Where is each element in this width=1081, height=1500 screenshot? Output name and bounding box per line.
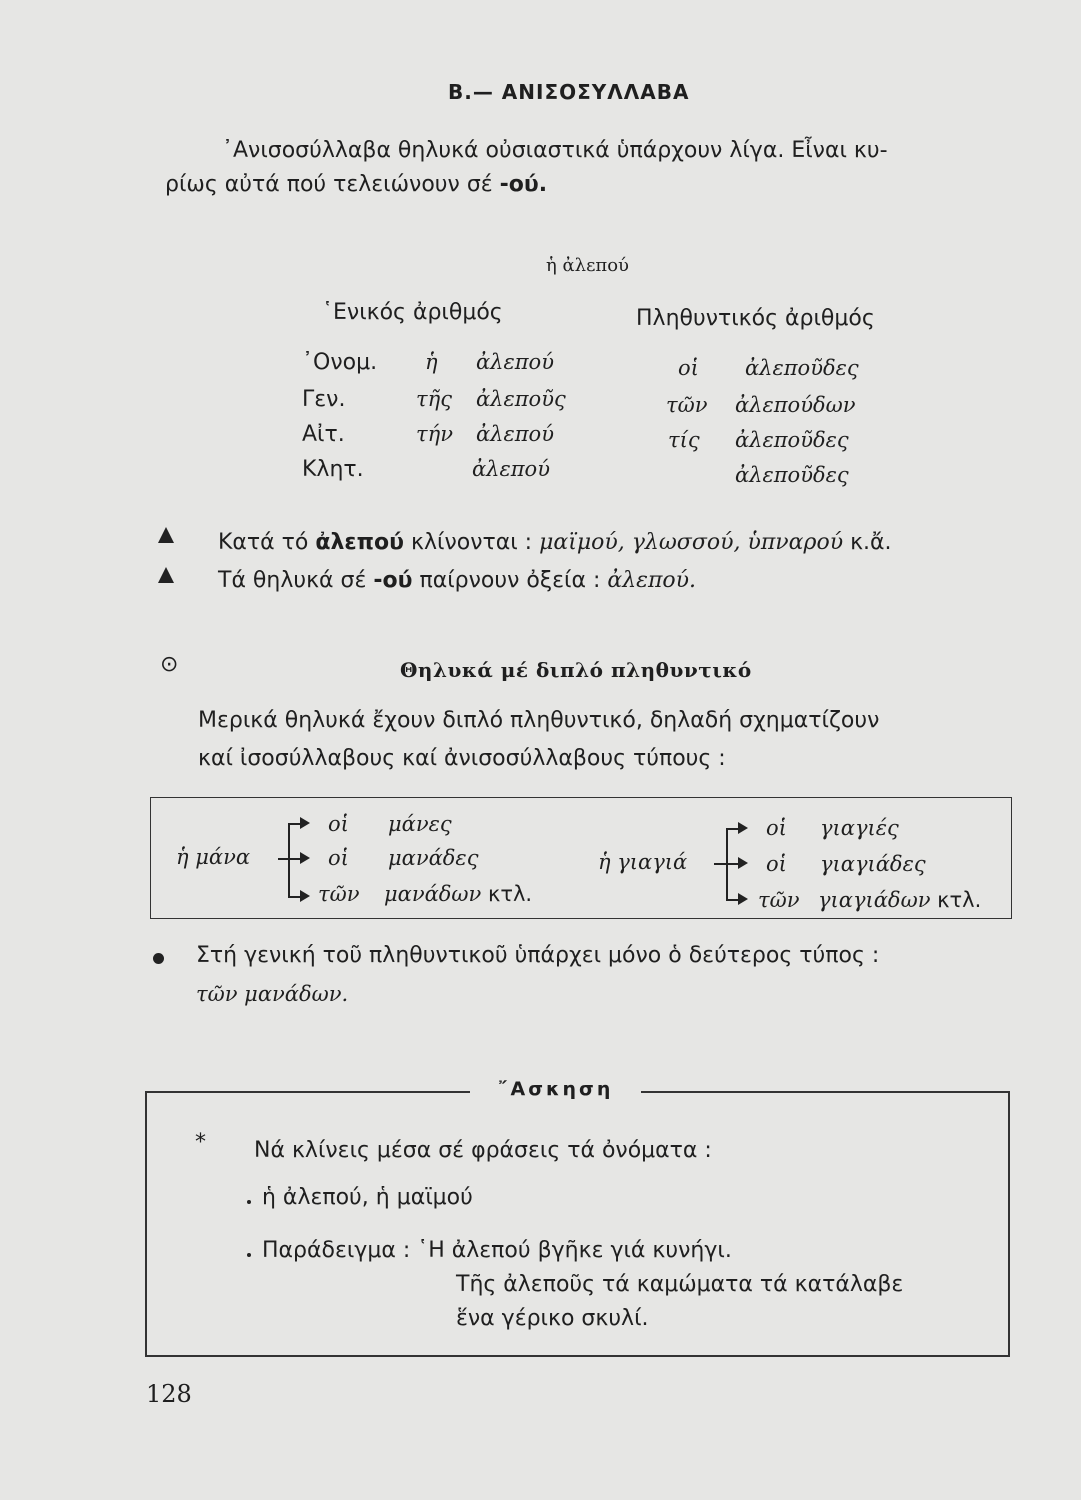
form-suffix: κτλ. [930, 888, 982, 912]
double-plural-line-1: Μερικά θηλυκά ἔχουν διπλό πληθυντικό, δηλαδή σχηματίζουν [198, 708, 880, 733]
arrow-right-icon [738, 822, 748, 834]
note-1-model: ἀλεπού [315, 530, 405, 555]
form-word: μανάδων [384, 882, 482, 906]
note-2-example: ἀλεπού. [607, 568, 697, 593]
bullet-note-line-2: τῶν μανάδων. [196, 982, 349, 1006]
form-word: γιαγιές [820, 816, 899, 840]
note-1 [218, 530, 892, 555]
form-article: τῶν [318, 882, 360, 906]
bullet-note-line-1: Στή γενική τοῦ πληθυντικοῦ ὑπάρχει μόνο ὁ δεύτερος τύπος : [196, 943, 880, 968]
paradigm-heading: ἡ ἀλεπού [546, 255, 630, 276]
form-word: γιαγιάδες [820, 852, 926, 876]
example-line-2: Τῆς ἀλεποῦς τά καμώματα τά κατάλαβε [456, 1272, 904, 1297]
sg-article: τῆς [416, 387, 452, 411]
note-2-ending: -ού [373, 568, 413, 593]
double-plural-line-2: καί ἰσοσύλλαβους καί ἀνισοσύλλαβους τύπους : [198, 746, 726, 771]
sg-form: ἀλεποῦς [476, 387, 566, 411]
form-word: μανάδες [388, 846, 479, 870]
dot-bullet-icon [153, 953, 164, 964]
sg-form: ἀλεπού [476, 422, 554, 446]
note-1-text: Κατά τό [218, 530, 316, 555]
star-icon: * [195, 1130, 206, 1155]
sg-article: ἡ [425, 350, 438, 374]
example-line-1 [262, 1238, 732, 1263]
bracket-arm [714, 863, 738, 865]
section-title: Β.— ΑΝΙΣΟΣΥΛΛΑΒΑ [448, 80, 690, 104]
intro-line-2-text: ρίως αὐτά πού τελειώνουν σέ [165, 172, 500, 197]
form-article: οἱ [328, 846, 349, 870]
intro-line-1: ᾿Ανισοσύλλαβα θηλυκά οὐσιαστικά ὑπάρχουν λίγα. Εἶναι κυ- [222, 138, 888, 163]
form-article: οἱ [766, 816, 787, 840]
form-word: μάνες [388, 812, 452, 836]
case-label: Αἰτ. [302, 422, 345, 447]
exercise-title: ῎Ασκηση [470, 1078, 641, 1100]
circle-dot-icon: ⊙ [160, 652, 179, 677]
bracket-arm [726, 899, 738, 901]
exercise-item: ἡ ἀλεπού, ἡ μαϊμού [262, 1185, 473, 1210]
note-1-end: κ.ἄ. [843, 530, 892, 555]
pl-form: ἀλεπούδων [735, 393, 856, 417]
case-label: Γεν. [302, 387, 346, 412]
case-label: ᾿Ονομ. [302, 350, 378, 375]
bracket-arm [288, 896, 300, 898]
pl-form: ἀλεποῦδες [735, 463, 849, 487]
pl-form: ἀλεποῦδες [745, 356, 859, 380]
pl-article: τίς [668, 428, 700, 452]
page-number: 128 [146, 1380, 192, 1408]
note-1-examples: μαϊμού, γλωσσού, ὑπναρού [539, 530, 844, 555]
subsection-title: Θηλυκά μέ διπλό πληθυντικό [400, 658, 752, 682]
exercise-instruction: Νά κλίνεις μέσα σέ φράσεις τά ὀνόματα : [254, 1138, 712, 1163]
left-base-word: ἡ μάνα [176, 845, 251, 869]
pl-article: οἱ [678, 356, 699, 380]
pl-form: ἀλεποῦδες [735, 428, 849, 452]
bracket-arm [288, 823, 300, 825]
case-label: Κλητ. [302, 457, 364, 482]
arrow-right-icon [300, 852, 310, 864]
form-suffix: κτλ. [481, 882, 533, 906]
example-line-3: ἕνα γέρικο σκυλί. [456, 1306, 649, 1331]
arrow-right-icon [300, 890, 310, 902]
form-word-with-suffix [384, 882, 532, 906]
note-2-text-mid: παίρνουν ὀξεία : [412, 568, 608, 593]
form-article: τῶν [758, 888, 800, 912]
bracket-arm [278, 858, 300, 860]
singular-label: ῾Ενικός ἀριθμός [322, 300, 503, 325]
small-dot-icon [247, 1200, 251, 1204]
triangle-bullet-icon [158, 527, 174, 543]
bracket-arm [726, 828, 738, 830]
example-sentence-1: ῾Η ἀλεπού βγῆκε γιά κυνήγι. [417, 1238, 732, 1263]
intro-ending: -ού. [499, 172, 548, 197]
arrow-right-icon [738, 857, 748, 869]
pl-article: τῶν [666, 393, 708, 417]
sg-article: τήν [416, 422, 453, 446]
note-2-text: Τά θηλυκά σέ [218, 568, 374, 593]
form-article: οἱ [766, 852, 787, 876]
form-word-with-suffix [818, 888, 981, 912]
small-dot-icon [247, 1253, 251, 1257]
sg-form: ἀλεπού [472, 457, 550, 481]
triangle-bullet-icon [158, 567, 174, 583]
note-2 [218, 568, 696, 593]
arrow-right-icon [738, 893, 748, 905]
sg-form: ἀλεπού [476, 350, 554, 374]
plural-label: Πληθυντικός ἀριθμός [636, 306, 875, 331]
intro-line-2 [165, 172, 547, 197]
form-word: γιαγιάδων [818, 888, 931, 912]
bracket-line [288, 823, 290, 897]
note-1-text-mid: κλίνονται : [404, 530, 540, 555]
example-label: Παράδειγμα : [262, 1238, 418, 1263]
form-article: οἱ [328, 812, 349, 836]
arrow-right-icon [300, 817, 310, 829]
right-base-word: ἡ γιαγιά [598, 850, 688, 874]
